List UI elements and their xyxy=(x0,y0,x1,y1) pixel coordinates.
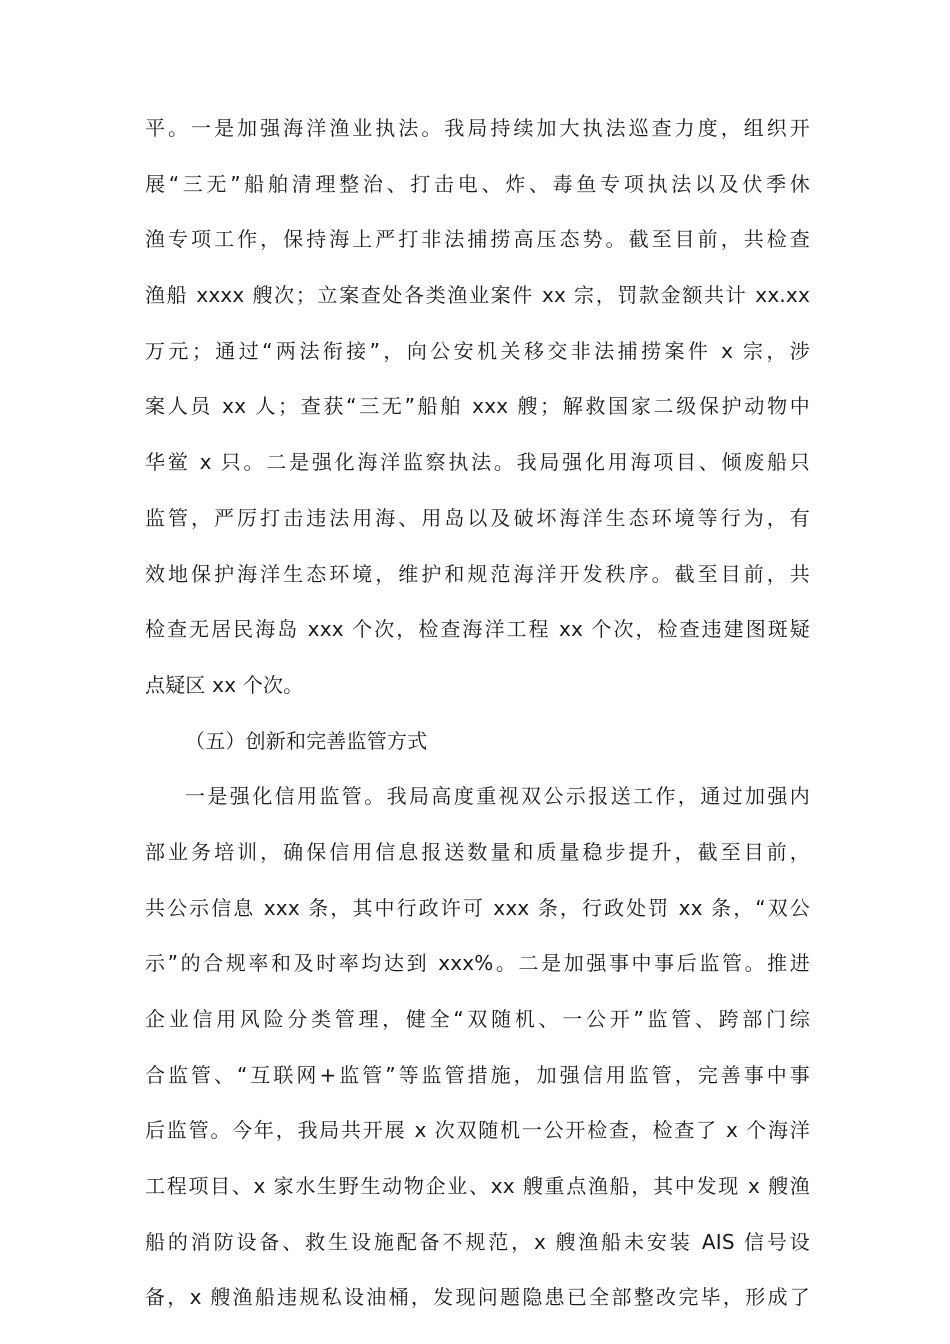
paragraph-1-line: 监管，严厉打击违法用海、用岛以及破坏海洋生态环境等行为，有 xyxy=(145,505,810,530)
paragraph-2-line: 船的消防设备、救生设施配备不规范，x 艘渔船未安装 AIS 信号设 xyxy=(145,1229,810,1254)
paragraph-1-line: 展“三无”船舶清理整治、打击电、炸、毒鱼专项执法以及伏季休 xyxy=(145,171,810,196)
paragraph-1-line: 渔船 xxxx 艘次；立案查处各类渔业案件 xx 宗，罚款金额共计 xx.xx xyxy=(145,283,810,308)
paragraph-1-line: 平。一是加强海洋渔业执法。我局持续加大执法巡查力度，组织开 xyxy=(145,116,810,140)
paragraph-2-line: 工程项目、x 家水生野生动物企业、xx 艘重点渔船，其中发现 x 艘渔 xyxy=(145,1174,810,1199)
paragraph-1-line: 华鲎 x 只。二是强化海洋监察执法。我局强化用海项目、倾废船只 xyxy=(145,450,810,475)
paragraph-2-line: 共公示信息 xxx 条，其中行政许可 xxx 条，行政处罚 xx 条，“双公 xyxy=(145,895,810,920)
paragraph-2-line: 企业信用风险分类管理，健全“双随机、一公开”监管、跨部门综 xyxy=(145,1007,810,1031)
paragraph-1-line: 效地保护海洋生态环境，维护和规范海洋开发秩序。截至目前，共 xyxy=(145,561,810,586)
paragraph-2-line: 部业务培训，确保信用信息报送数量和质量稳步提升，截至目前， xyxy=(145,839,810,864)
paragraph-1-line: 渔专项工作，保持海上严打非法捕捞高压态势。截至目前，共检查 xyxy=(145,227,810,252)
paragraph-2-line: 备，x 艘渔船违规私设油桶，发现问题隐患已全部整改完毕，形成了 xyxy=(145,1285,810,1310)
paragraph-2-line: 一是强化信用监管。我局高度重视双公示报送工作，通过加强内 xyxy=(185,784,810,809)
paragraph-1-line: 点疑区 xx 个次。 xyxy=(145,672,304,697)
paragraph-1-line: 万元；通过“两法衔接”，向公安机关移交非法捕捞案件 x 宗，涉 xyxy=(145,338,810,363)
section-heading: （五）创新和完善监管方式 xyxy=(185,728,428,753)
paragraph-1-line: 检查无居民海岛 xxx 个次，检查海洋工程 xx 个次，检查违建图斑疑 xyxy=(145,617,810,642)
paragraph-2-line: 合监管、“互联网+监管”等监管措施，加强信用监管，完善事中事 xyxy=(145,1062,810,1087)
paragraph-2-line: 后监管。今年，我局共开展 x 次双随机一公开检查，检查了 x 个海洋 xyxy=(145,1118,810,1143)
paragraph-2-line: 示”的合规率和及时率均达到 xxx%。二是加强事中事后监管。推进 xyxy=(145,951,810,976)
paragraph-1-line: 案人员 xx 人；查获“三无”船舶 xxx 艘；解救国家二级保护动物中 xyxy=(145,394,810,419)
document-body xyxy=(145,101,810,1326)
